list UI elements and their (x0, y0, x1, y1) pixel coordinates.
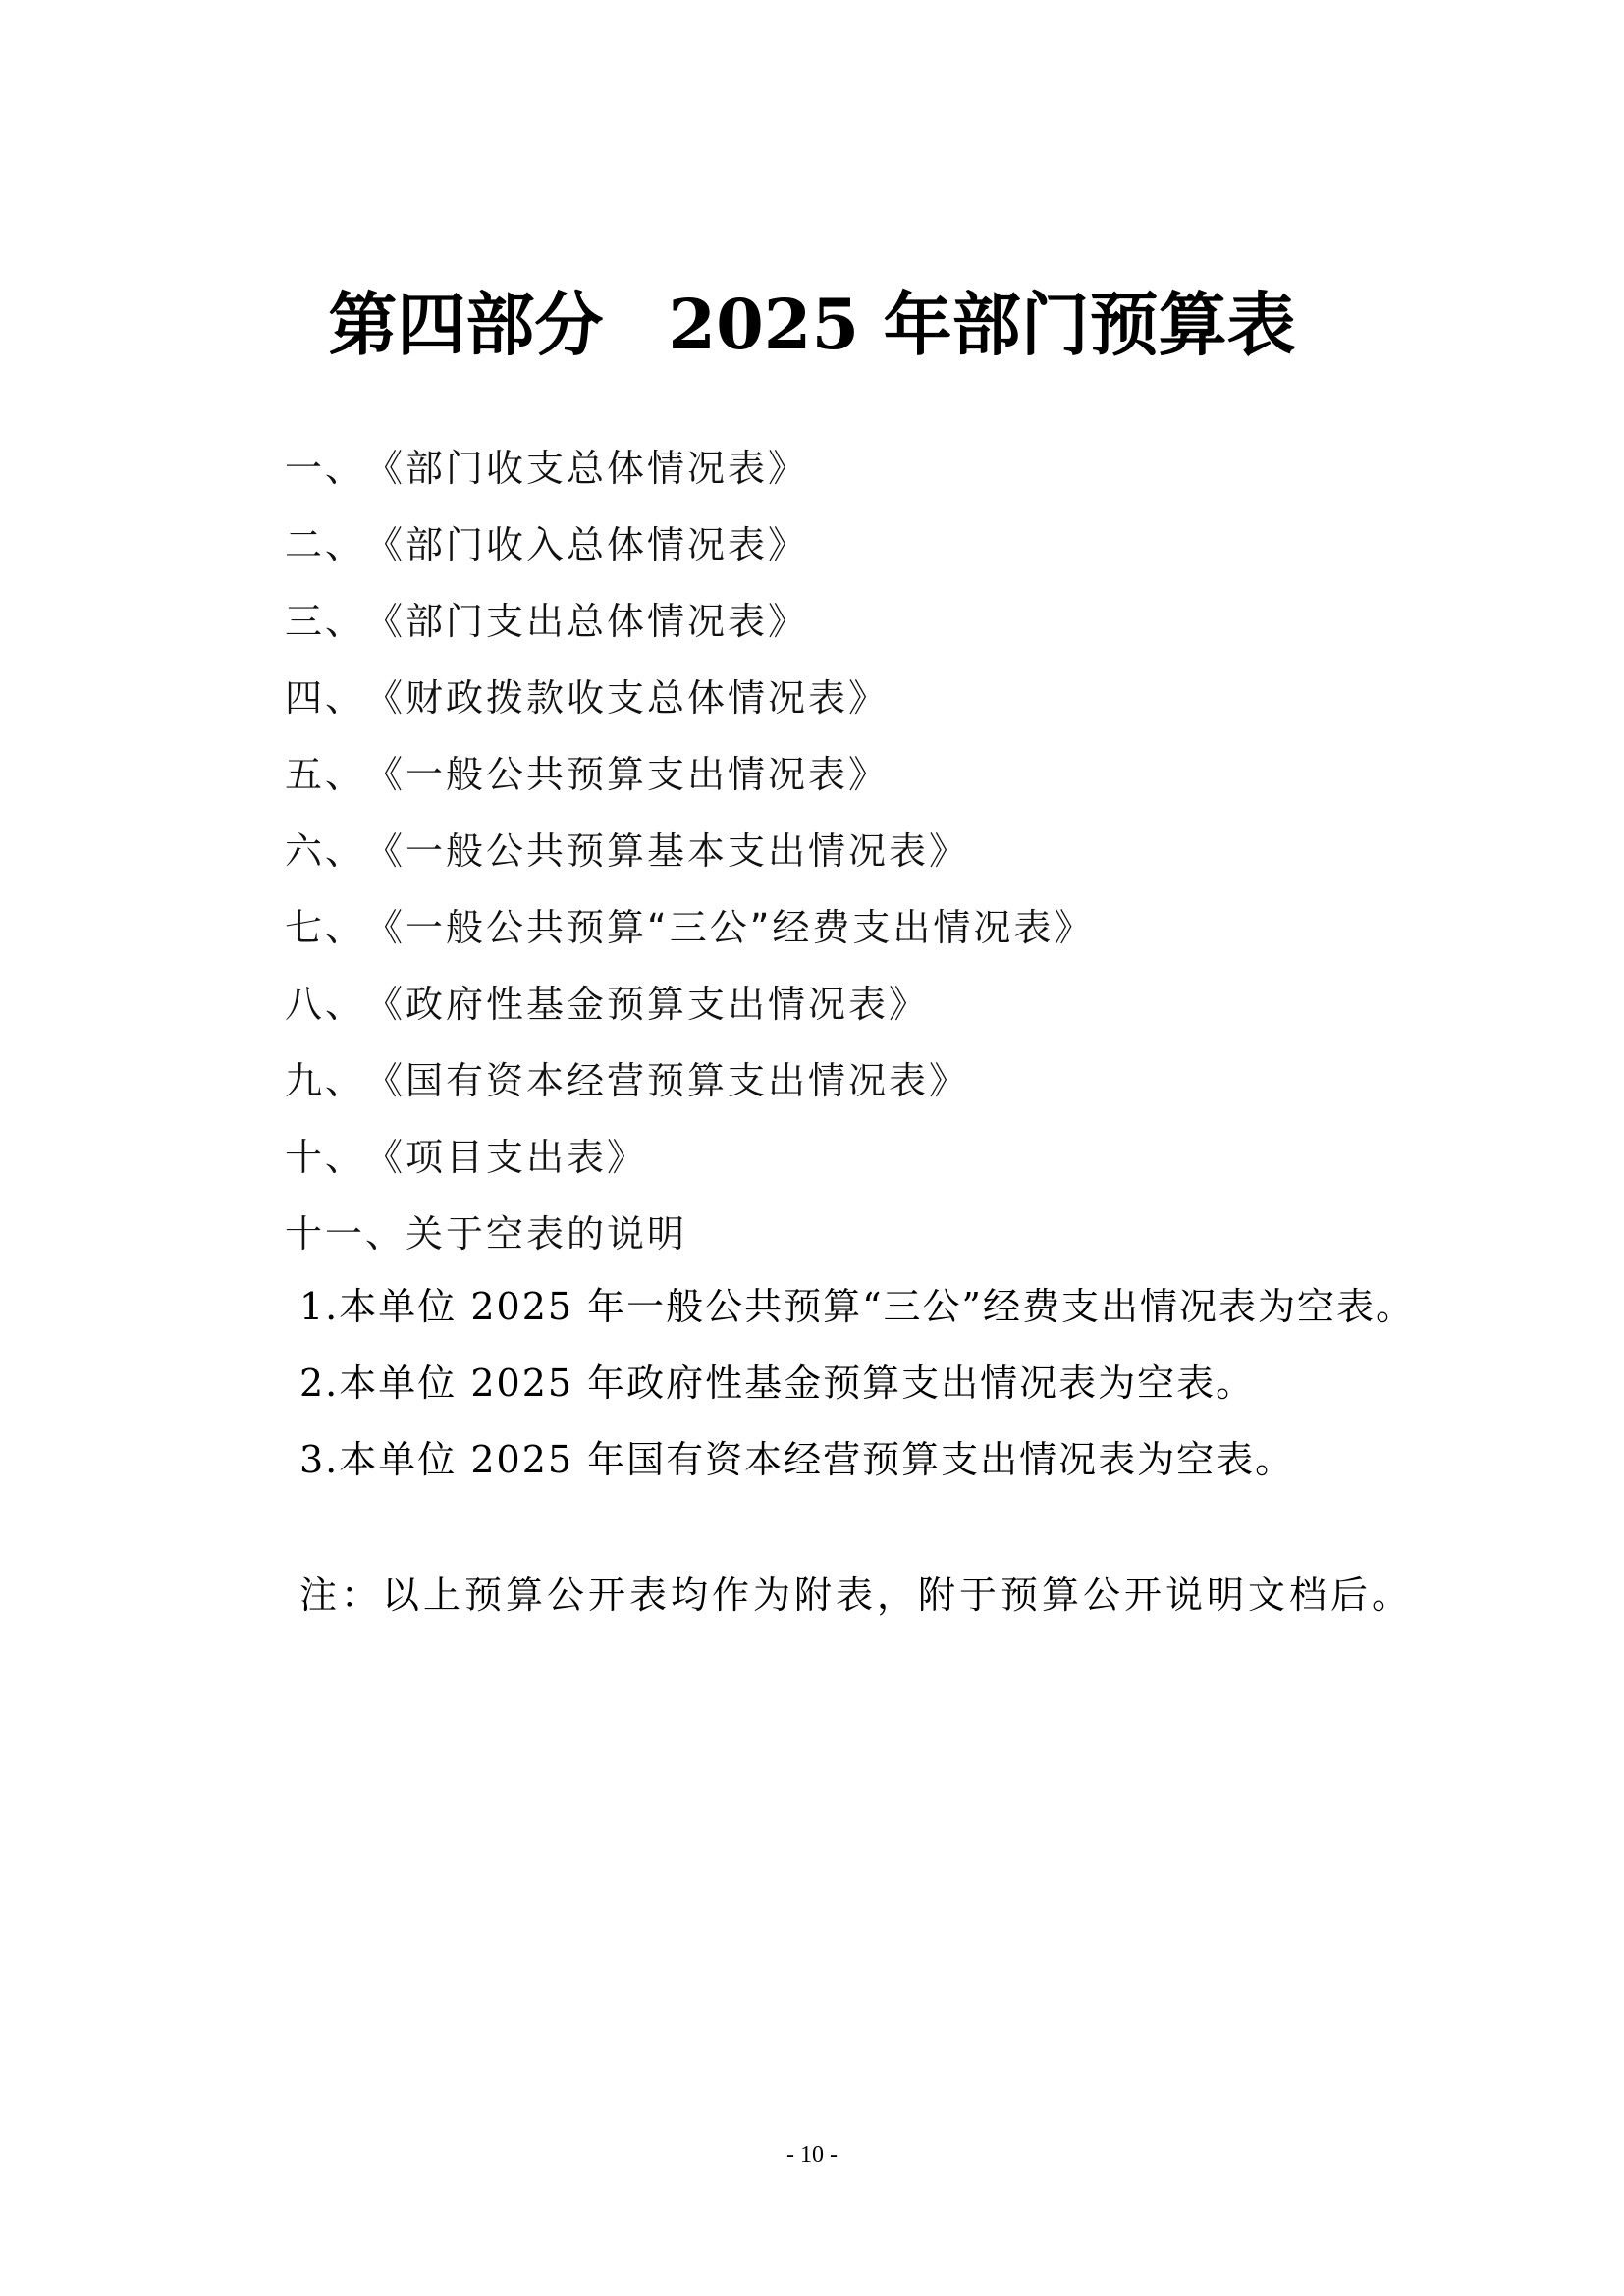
note-item: 1.本单位 2025 年一般公共预算“三公”经费支出情况表为空表。 (299, 1285, 1415, 1328)
toc-item (285, 507, 1094, 583)
toc-item-number: 二、 (285, 523, 366, 566)
toc-item-text: 《项目支出表》 (365, 1136, 648, 1179)
toc-item-text: 《部门收支总体情况表》 (365, 447, 809, 490)
toc-item-number: 六、 (285, 829, 366, 873)
note-item: 3.本单位 2025 年国有资本经营预算支出情况表为空表。 (299, 1438, 1295, 1481)
title-part-label: 第四部分 (328, 284, 604, 365)
note-item: 2.本单位 2025 年政府性基金预算支出情况表为空表。 (299, 1362, 1256, 1405)
toc-item-number: 九、 (285, 1059, 366, 1102)
toc-item-text: 关于空表的说明 (406, 1212, 688, 1255)
toc-item (285, 660, 1094, 736)
toc-item-number: 七、 (285, 906, 366, 949)
toc-item (285, 889, 1094, 966)
toc-item-number: 八、 (285, 983, 366, 1026)
footnote: 注：以上预算公开表均作为附表，附于预算公开说明文档后。 (299, 1574, 1414, 1617)
toc-item (285, 430, 1094, 507)
toc-item-number: 十一、 (285, 1212, 406, 1255)
toc-item-text: 《政府性基金预算支出情况表》 (365, 983, 930, 1026)
toc-item-number: 三、 (285, 600, 366, 643)
toc-item-text: 《财政拨款收支总体情况表》 (365, 676, 890, 720)
toc-item-number: 一、 (285, 447, 366, 490)
toc-item-text: 《国有资本经营预算支出情况表》 (365, 1059, 970, 1102)
toc-item (285, 1196, 1094, 1272)
toc-item (285, 736, 1094, 813)
page-number: - 10 - (786, 2142, 838, 2167)
toc-item-number: 五、 (285, 753, 366, 796)
toc-item-number: 四、 (285, 676, 366, 720)
toc-item (285, 1042, 1094, 1119)
table-of-contents (285, 430, 1094, 1272)
toc-item (285, 583, 1094, 660)
page-title (0, 281, 1624, 369)
toc-item-text: 《一般公共预算支出情况表》 (365, 753, 890, 796)
empty-table-notes (299, 1268, 1415, 1498)
toc-item (285, 966, 1094, 1042)
toc-item-text: 《部门支出总体情况表》 (365, 600, 809, 643)
toc-item (285, 813, 1094, 889)
toc-item-text: 《部门收入总体情况表》 (365, 523, 809, 566)
toc-item-number: 十、 (285, 1136, 366, 1179)
title-text: 2025 年部门预算表 (668, 284, 1296, 365)
toc-item (285, 1119, 1094, 1196)
toc-item-text: 《一般公共预算基本支出情况表》 (365, 829, 970, 873)
toc-item-text: 《一般公共预算“三公”经费支出情况表》 (365, 906, 1095, 949)
